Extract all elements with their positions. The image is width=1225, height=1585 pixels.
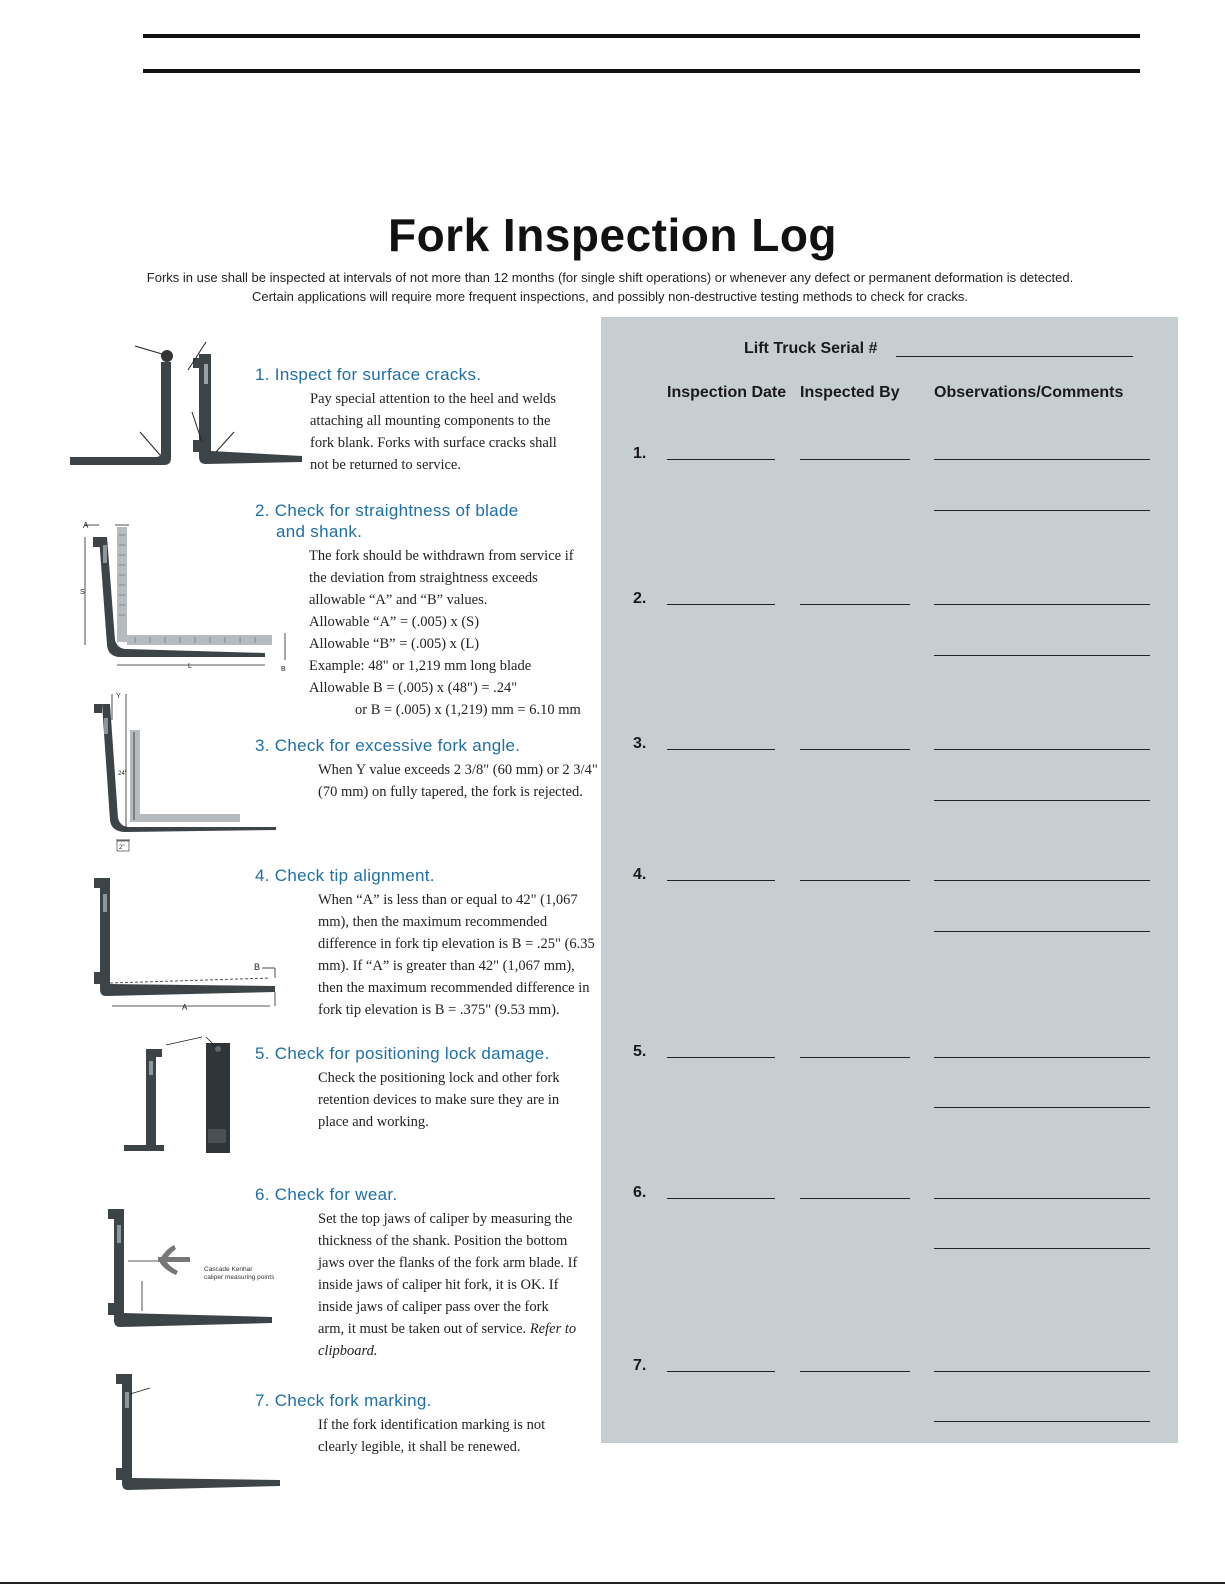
inspected-by-line[interactable]: [800, 459, 910, 460]
step-6: [255, 1184, 600, 1362]
caliper-label-2: caliper measuring points: [204, 1274, 274, 1281]
step-5: [255, 1043, 600, 1133]
row-number: 1.: [633, 445, 647, 462]
serial-input-line[interactable]: [896, 356, 1133, 357]
svg-text:24": 24": [118, 771, 127, 777]
inspection-date-line[interactable]: [667, 880, 775, 881]
intro-line-1: Forks in use shall be inspected at intervals of not more than 12 months (for single shift operations) or whenever any defect or permanent deformation is detected.: [146, 270, 1074, 285]
step-title: 5. Check for positioning lock damage.: [255, 1044, 550, 1063]
inspection-date-line[interactable]: [667, 749, 775, 750]
svg-text:L: L: [188, 663, 192, 670]
observations-line[interactable]: [934, 931, 1150, 932]
positioning-lock-illustration: [118, 1035, 233, 1155]
inspected-by-line[interactable]: [800, 604, 910, 605]
step-title: and shank.: [276, 522, 363, 541]
body-line: Allowable “A” = (.005) x (S): [309, 614, 480, 630]
step-4: [255, 865, 600, 1021]
observations-line[interactable]: [934, 800, 1150, 801]
inspected-by-line[interactable]: [800, 1057, 910, 1058]
inspected-by-line[interactable]: [800, 880, 910, 881]
svg-text:A: A: [83, 521, 89, 530]
step-body: Check the positioning lock and other fork retention devices to make sure they are in place and working.: [318, 1070, 560, 1130]
observations-line[interactable]: [934, 510, 1150, 511]
inspection-date-line[interactable]: [667, 1057, 775, 1058]
body-line: the deviation from straightness exceeds: [309, 570, 538, 586]
fork-straightness-illustration: [75, 515, 290, 675]
top-rule: [143, 34, 1140, 38]
observations-line[interactable]: [934, 1371, 1150, 1372]
step-2: [255, 500, 600, 721]
row-number: 6.: [633, 1184, 647, 1201]
intro-line-2: Certain applications will require more frequent inspections, and possibly non-destructive testing methods to check for cracks.: [251, 289, 969, 304]
step-title: 3. Check for excessive fork angle.: [255, 736, 521, 755]
serial-label: Lift Truck Serial #: [744, 340, 878, 357]
intro-text: [60, 268, 1160, 306]
page-title: Fork Inspection Log: [387, 209, 838, 261]
fork-marking-illustration: [112, 1370, 282, 1492]
bottom-rule: [0, 1582, 1225, 1584]
step-body: If the fork identification marking is not clearly legible, it shall be renewed.: [318, 1417, 546, 1455]
inspection-date-line[interactable]: [667, 1198, 775, 1199]
observations-line[interactable]: [934, 1248, 1150, 1249]
inspection-date-line[interactable]: [667, 459, 775, 460]
step-title: 2. Check for straightness of blade: [255, 501, 519, 520]
step-body-text: Set the top jaws of caliper by measuring the thickness of the shank. Position the bottom jaws over the flanks of the fork arm blade. If inside jaws of caliper hit fork, it is OK. If inside jaws of caliper pass over the fork arm, it must be taken out of service.: [318, 1211, 578, 1337]
svg-text:Y: Y: [116, 693, 121, 700]
column-inspected-by: Inspected By: [800, 384, 900, 401]
step-title: 1. Inspect for surface cracks.: [255, 365, 482, 384]
svg-text:B: B: [254, 962, 261, 972]
row-number: 5.: [633, 1043, 647, 1060]
observations-line[interactable]: [934, 604, 1150, 605]
body-line: allowable “A” and “B” values.: [309, 592, 488, 608]
caliper-label-1: Cascade Kenhar: [204, 1266, 253, 1273]
step-body: When “A” is less than or equal to 42" (1,067 mm), then the maximum recommended difference in fork tip elevation is B = .25" (6.35 mm). If “A” is greater than 42" (1,067 mm), then the maximum recommended difference in fork tip elevation is B = .375" (9.53 mm).: [318, 892, 595, 1018]
step-body-italic: Refer to clipboard.: [318, 1321, 577, 1359]
step-body: [309, 545, 609, 721]
fork-cracks-illustration: [60, 340, 310, 475]
row-number: 2.: [633, 590, 647, 607]
body-line: Example: 48" or 1,219 mm long blade: [309, 658, 532, 674]
inspected-by-line[interactable]: [800, 749, 910, 750]
body-line: or B = (.005) x (1,219) mm = 6.10 mm: [355, 702, 581, 718]
svg-text:S: S: [80, 589, 85, 596]
second-rule: [143, 69, 1140, 73]
observations-line[interactable]: [934, 1057, 1150, 1058]
step-7: [255, 1390, 600, 1458]
row-number: 4.: [633, 866, 647, 883]
row-number: 7.: [633, 1357, 647, 1374]
observations-line[interactable]: [934, 655, 1150, 656]
column-observations: Observations/Comments: [934, 384, 1124, 401]
svg-text:A: A: [182, 1003, 188, 1012]
wear-caliper-illustration: [104, 1205, 274, 1330]
body-line: Allowable B = (.005) x (48") = .24": [309, 680, 518, 696]
observations-line[interactable]: [934, 749, 1150, 750]
step-body: Pay special attention to the heel and welds attaching all mounting components to the fork blank. Forks with surface cracks shall not be returned to service.: [310, 391, 557, 473]
step-body: When Y value exceeds 2 3/8" (60 mm) or 2 3/4" (70 mm) on fully tapered, the fork is rejected.: [318, 762, 598, 800]
tip-alignment-illustration: [90, 872, 280, 1014]
row-number: 3.: [633, 735, 647, 752]
step-3: [255, 735, 600, 803]
observations-line[interactable]: [934, 1421, 1150, 1422]
inspected-by-line[interactable]: [800, 1371, 910, 1372]
observations-line[interactable]: [934, 880, 1150, 881]
inspection-date-line[interactable]: [667, 1371, 775, 1372]
svg-text:2": 2": [119, 845, 125, 851]
observations-line[interactable]: [934, 1198, 1150, 1199]
observations-line[interactable]: [934, 459, 1150, 460]
fork-angle-illustration: [88, 690, 278, 860]
body-line: Allowable “B” = (.005) x (L): [309, 636, 480, 652]
step-body: [318, 1208, 578, 1362]
body-line: The fork should be withdrawn from service if: [309, 548, 574, 564]
step-title: 7. Check fork marking.: [255, 1391, 432, 1410]
column-inspection-date: Inspection Date: [667, 384, 787, 401]
observations-line[interactable]: [934, 1107, 1150, 1108]
step-title: 4. Check tip alignment.: [255, 866, 435, 885]
inspected-by-line[interactable]: [800, 1198, 910, 1199]
step-title: 6. Check for wear.: [255, 1185, 398, 1204]
inspection-date-line[interactable]: [667, 604, 775, 605]
svg-text:B: B: [281, 666, 286, 673]
